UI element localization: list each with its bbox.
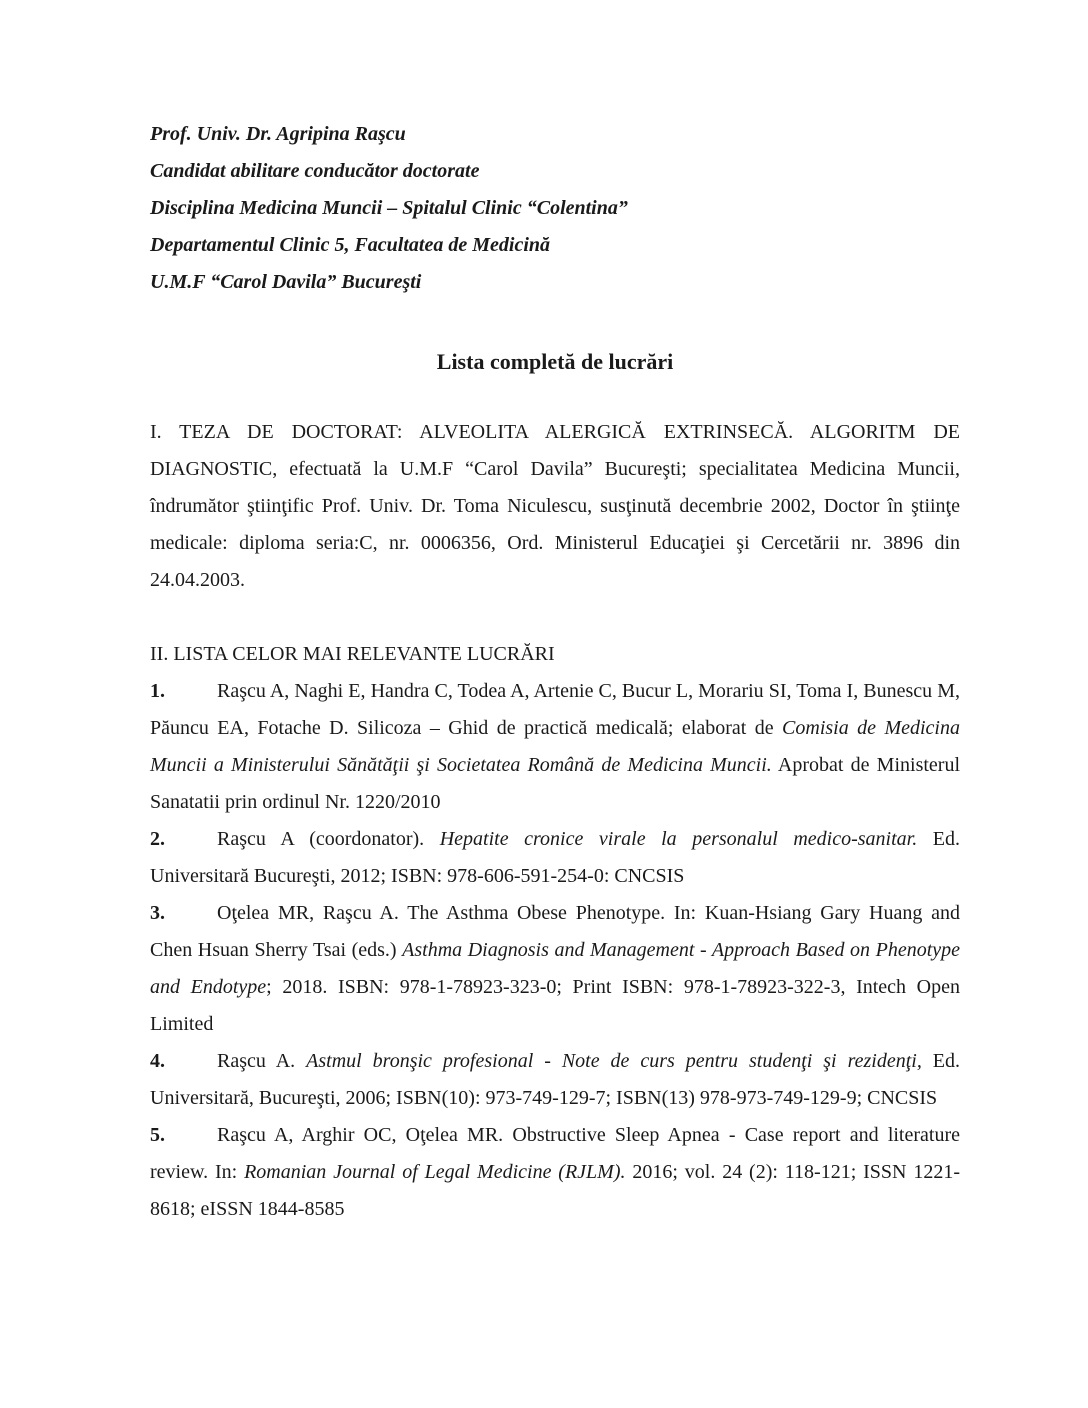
section-ii-heading: II. LISTA CELOR MAI RELEVANTE LUCRĂRI bbox=[150, 643, 555, 665]
author-university-line: U.M.F “Carol Davila” Bucureşti bbox=[150, 271, 422, 293]
list-item bbox=[150, 673, 960, 821]
item-number: 2. bbox=[150, 828, 165, 850]
item-number: 4. bbox=[150, 1050, 165, 1072]
author-name-line: Prof. Univ. Dr. Agripina Raşcu bbox=[150, 123, 406, 145]
item-number: 5. bbox=[150, 1124, 165, 1146]
item-text-italic: Comisia de Medicina Muncii a Ministerului Sănătăţii şi Societatea Română de Medicina Muncii. bbox=[150, 717, 960, 776]
item-text: Raşcu A. bbox=[217, 1050, 307, 1072]
item-text: Raşcu A (coordonator). bbox=[217, 828, 440, 850]
author-department-line: Departamentul Clinic 5, Facultatea de Medicină bbox=[150, 234, 550, 256]
list-item bbox=[150, 821, 960, 895]
item-text: 2016; vol. 24 (2): 118-121; ISSN 1221-8618; eISSN 1844-8585 bbox=[150, 1161, 960, 1220]
item-text: Ed. Universitară Bucureşti, 2012; ISBN: 978-606-591-254-0: CNCSIS bbox=[150, 828, 960, 887]
item-text-italic: Asthma Diagnosis and Management - Approach Based on Phenotype and Endotype bbox=[150, 939, 961, 998]
list-item bbox=[150, 1043, 960, 1117]
item-text: Oţelea MR, Raşcu A. The Asthma Obese Phenotype. In: Kuan-Hsiang Gary Huang and Chen Hsuan Sherry Tsai (eds.) bbox=[150, 902, 960, 961]
item-text: Raşcu A, Naghi E, Handra C, Todea A, Artenie C, Bucur L, Morariu SI, Toma I, Bunescu M, Păuncu EA, Fotache D. Silicoza – Ghid de practică medicală; elaborat de bbox=[150, 680, 960, 739]
list-item bbox=[150, 1117, 960, 1228]
item-text: Ed. Universitară, Bucureşti, 2006; ISBN(10): 973-749-129-7; ISBN(13) 978-973-749-129-9; CNCSIS bbox=[150, 1050, 961, 1109]
author-role-line: Candidat abilitare conducător doctorate bbox=[150, 160, 480, 182]
item-number: 1. bbox=[150, 680, 165, 702]
item-text: Aprobat de Ministerul Sanatatii prin ordinul Nr. 1220/2010 bbox=[150, 754, 960, 813]
item-text-italic: Romanian Journal of Legal Medicine (RJLM). bbox=[244, 1161, 626, 1183]
item-text: ; 2018. ISBN: 978-1-78923-323-0; Print ISBN: 978-1-78923-322-3, Intech Open Limited bbox=[150, 976, 960, 1035]
item-text-italic: Astmul bronşic profesional - Note de curs pentru studenţi şi rezidenţi, bbox=[306, 1050, 922, 1072]
author-discipline-line: Disciplina Medicina Muncii – Spitalul Clinic “Colentina” bbox=[150, 197, 628, 219]
page-title: Lista completă de lucrări bbox=[436, 349, 674, 374]
author-block bbox=[150, 116, 960, 301]
item-text-italic: Hepatite cronice virale la personalul medico-sanitar. bbox=[439, 828, 918, 850]
thesis-paragraph: I. TEZA DE DOCTORAT: ALVEOLITA ALERGICĂ EXTRINSECĂ. ALGORITM DE DIAGNOSTIC, efectuată la U.M.F “Carol Davila” Bucureşti; specialitatea Medicina Muncii, îndrumător ştiinţific Prof. Univ. Dr. Toma Niculescu, susţinută decembrie 2002, Doctor în ştiinţe medicale: diploma seria:C, nr. 0006356, Ord. Ministerul Educaţiei şi Cercetării nr. 3896 din 24.04.2003. bbox=[150, 421, 960, 591]
item-text: Raşcu A, Arghir OC, Oţelea MR. Obstructive Sleep Apnea - Case report and literature review. In: bbox=[150, 1124, 960, 1183]
list-item bbox=[150, 895, 960, 1043]
item-number: 3. bbox=[150, 902, 165, 924]
